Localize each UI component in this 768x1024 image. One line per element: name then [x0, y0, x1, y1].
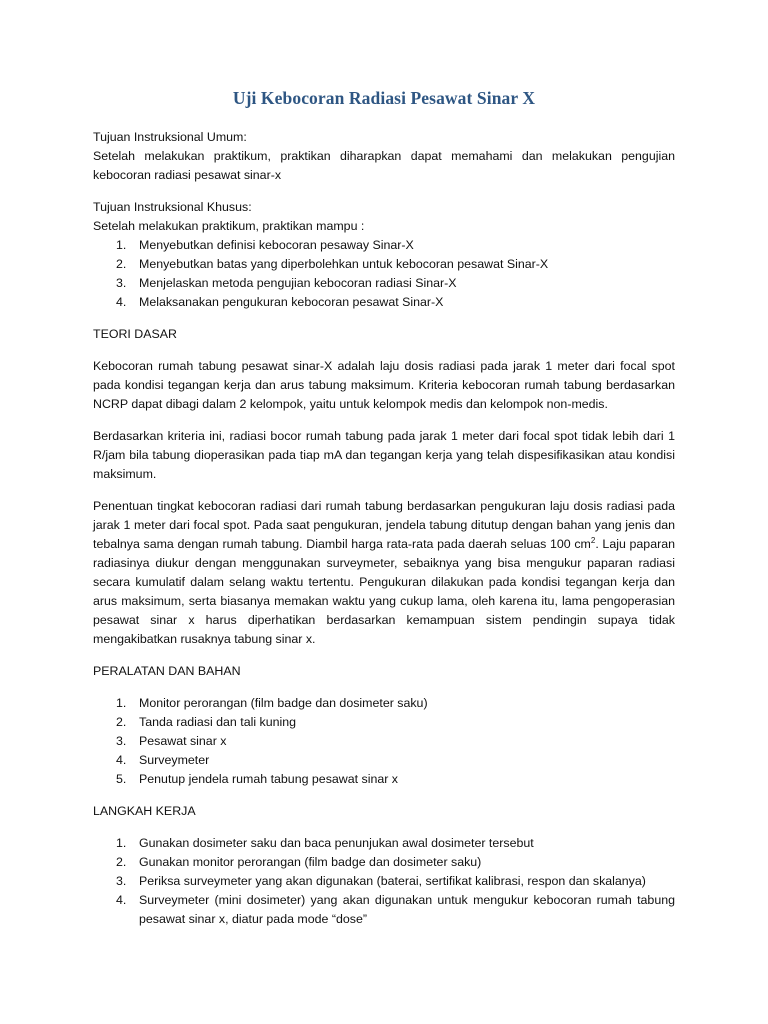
list-number: 4. — [116, 893, 127, 907]
list-text: Gunakan dosimeter saku dan baca penunjukan awal dosimeter tersebut — [139, 836, 534, 850]
list-item — [93, 891, 675, 929]
tiu-heading: Tujuan Instruksional Umum: — [93, 130, 247, 144]
tik-heading: Tujuan Instruksional Khusus: — [93, 200, 252, 214]
list-text: Menjelaskan metoda pengujian kebocoran radiasi Sinar-X — [139, 276, 457, 290]
teori-paragraph-3 — [93, 497, 675, 649]
list-number: 2. — [116, 715, 127, 729]
list-text: Menyebutkan batas yang diperbolehkan untuk kebocoran pesawat Sinar-X — [139, 257, 549, 271]
list-text: Surveymeter — [139, 753, 210, 767]
paragraph-text: Penentuan tingkat kebocoran radiasi dari rumah tabung berdasarkan pengukuran laju dosis radiasi pada jarak 1 meter dari focal spot. Pada saat pengukuran, jendela tabung ditutup dengan bahan yang jenis dan tebalnya sama dengan rumah tabung. Diambil harga rata-rata pada daerah seluas 100 cm — [93, 499, 675, 551]
list-number: 4. — [116, 295, 127, 309]
list-item — [93, 732, 675, 751]
paragraph-text: . Laju paparan radiasinya diukur dengan menggunakan surveymeter, sebaiknya yang bisa mengukur paparan radiasi secara kumulatif dalam selang waktu tertentu. Pengukuran dilakukan pada kondisi tegangan kerja dan arus maksimum, serta biasanya memakan waktu yang cukup lama, oleh karena itu, lama pengoperasian pesawat sinar x harus diperhatikan berdasarkan kemampuan sistem pendingin supaya tidak mengakibatkan rusaknya tabung sinar x. — [93, 537, 675, 646]
list-number: 2. — [116, 257, 127, 271]
list-text: Menyebutkan definisi kebocoran pesaway Sinar-X — [139, 238, 414, 252]
list-text: Melaksanakan pengukuran kebocoran pesawat Sinar-X — [139, 295, 444, 309]
list-item — [93, 834, 675, 853]
list-text: Monitor perorangan (film badge dan dosimeter saku) — [139, 696, 428, 710]
teori-paragraph-2: Berdasarkan kriteria ini, radiasi bocor rumah tabung pada jarak 1 meter dari focal spot tidak lebih dari 1 R/jam bila tabung dioperasikan pada tiap mA dan tegangan kerja yang telah dispesifikasikan atau kondisi maksimum. — [93, 429, 675, 481]
list-item — [93, 293, 675, 312]
tiu-text: Setelah melakukan praktikum, praktikan diharapkan dapat memahami dan melakukan pengujian kebocoran radiasi pesawat sinar-x — [93, 149, 675, 182]
superscript: 2 — [590, 536, 596, 545]
list-number: 1. — [116, 238, 127, 252]
list-item — [93, 872, 675, 891]
tik-list — [93, 236, 675, 312]
list-item — [93, 255, 675, 274]
list-text: Periksa surveymeter yang akan digunakan (baterai, sertifikat kalibrasi, respon dan skalanya) — [139, 874, 646, 888]
list-text: Surveymeter (mini dosimeter) yang akan digunakan untuk mengukur kebocoran rumah tabung pesawat sinar x, diatur pada mode “dose” — [139, 893, 675, 926]
alat-list — [93, 694, 675, 789]
list-number: 3. — [116, 276, 127, 290]
list-item — [93, 853, 675, 872]
teori-paragraph-1: Kebocoran rumah tabung pesawat sinar-X adalah laju dosis radiasi pada jarak 1 meter dari focal spot pada kondisi tegangan kerja dan arus tabung maksimum. Kriteria kebocoran rumah tabung berdasarkan NCRP dapat dibagi dalam 2 kelompok, yaitu untuk kelompok medis dan kelompok non-medis. — [93, 359, 675, 411]
list-text: Pesawat sinar x — [139, 734, 227, 748]
list-item — [93, 274, 675, 293]
list-item — [93, 713, 675, 732]
list-text: Gunakan monitor perorangan (film badge dan dosimeter saku) — [139, 855, 482, 869]
list-text: Penutup jendela rumah tabung pesawat sinar x — [139, 772, 398, 786]
list-item — [93, 694, 675, 713]
tik-intro: Setelah melakukan praktikum, praktikan mampu : — [93, 219, 365, 233]
list-number: 1. — [116, 696, 127, 710]
list-item — [93, 751, 675, 770]
alat-heading: PERALATAN DAN BAHAN — [93, 664, 241, 678]
list-item — [93, 770, 675, 789]
teori-heading: TEORI DASAR — [93, 327, 177, 341]
list-text: Tanda radiasi dan tali kuning — [139, 715, 297, 729]
list-item — [93, 236, 675, 255]
langkah-list — [93, 834, 675, 929]
list-number: 1. — [116, 836, 127, 850]
list-number: 2. — [116, 855, 127, 869]
document-title: Uji Kebocoran Radiasi Pesawat Sinar X — [232, 88, 536, 108]
list-number: 3. — [116, 874, 127, 888]
list-number: 3. — [116, 734, 127, 748]
list-number: 4. — [116, 753, 127, 767]
list-number: 5. — [116, 772, 127, 786]
langkah-heading: LANGKAH KERJA — [93, 804, 196, 818]
